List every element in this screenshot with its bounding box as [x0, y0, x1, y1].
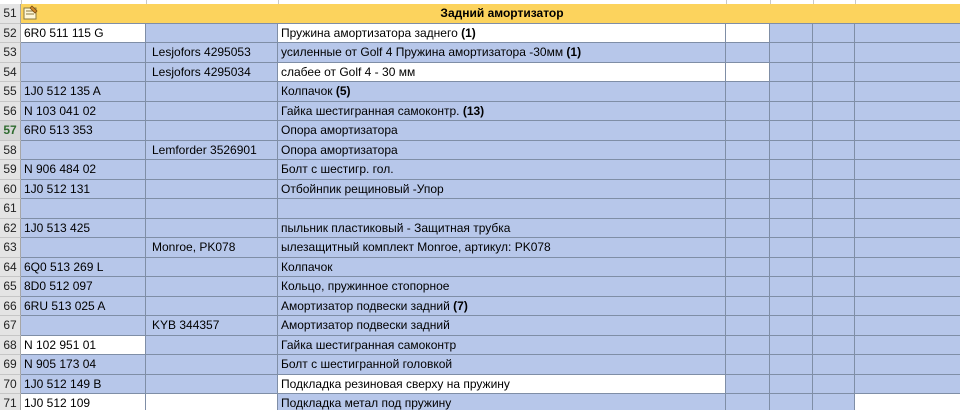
row-header[interactable]: 63 [0, 238, 21, 258]
quantity-badge: (1) [566, 45, 582, 59]
analog-cell[interactable] [146, 199, 278, 219]
analog-cell[interactable] [146, 258, 278, 278]
part-number-text: N 102 951 01 [24, 337, 97, 352]
empty-cell[interactable] [726, 43, 770, 63]
description-cell[interactable] [278, 102, 726, 122]
empty-cell[interactable] [813, 297, 855, 317]
part-number-text: 1J0 512 131 [24, 181, 91, 196]
title-row [0, 4, 960, 24]
analog-cell[interactable] [146, 82, 278, 102]
description-cell[interactable] [278, 43, 726, 63]
empty-cell[interactable] [813, 24, 855, 44]
empty-cell[interactable] [770, 24, 813, 44]
empty-cell[interactable] [813, 160, 855, 180]
empty-cell[interactable] [855, 238, 960, 258]
empty-cell[interactable] [813, 375, 855, 395]
empty-cell[interactable] [770, 219, 813, 239]
empty-cell[interactable] [726, 277, 770, 297]
empty-cell[interactable] [726, 219, 770, 239]
empty-cell[interactable] [770, 355, 813, 375]
row-header[interactable]: 66 [0, 297, 21, 317]
analog-cell[interactable] [146, 141, 278, 161]
empty-cell[interactable] [855, 102, 960, 122]
empty-cell[interactable] [726, 375, 770, 395]
quantity-badge: (13) [462, 103, 485, 118]
analog-text: KYB 344357 [152, 318, 220, 332]
table-row [0, 63, 960, 83]
description-cell[interactable] [278, 238, 726, 258]
description-cell[interactable] [278, 258, 726, 278]
row-header[interactable]: 59 [0, 160, 21, 180]
description-text: усиленные от Golf 4 Пружина амортизатора -30мм [281, 45, 567, 59]
quantity-badge: (5) [335, 84, 351, 98]
analog-cell[interactable] [146, 63, 278, 83]
part-number-text: 6RU 513 025 A [24, 298, 106, 313]
part-number-text: N 103 041 02 [24, 103, 97, 118]
empty-cell[interactable] [813, 199, 855, 219]
part-number-cell[interactable] [21, 297, 146, 317]
part-number-text: 6R0 513 353 [24, 123, 93, 137]
description-cell[interactable] [278, 63, 726, 83]
table-row [0, 82, 960, 102]
empty-cell[interactable] [770, 336, 813, 356]
quantity-badge: (1) [461, 25, 476, 40]
table-row [0, 375, 960, 395]
description-text: Амортизатор подвески задний [281, 318, 450, 332]
description-cell[interactable] [278, 24, 726, 44]
description-cell[interactable] [278, 180, 726, 200]
part-number-cell[interactable] [21, 24, 146, 44]
part-number-text: 6R0 511 115 G [24, 25, 104, 40]
empty-cell[interactable] [726, 24, 770, 44]
empty-cell[interactable] [855, 219, 960, 239]
row-header[interactable]: 68 [0, 336, 21, 356]
empty-cell[interactable] [855, 258, 960, 278]
description-text: Опора амортизатора [281, 142, 398, 157]
description-cell[interactable] [278, 336, 726, 356]
empty-cell[interactable] [770, 102, 813, 122]
part-number-cell[interactable] [21, 375, 146, 395]
row-header[interactable]: 65 [0, 277, 21, 297]
part-number-cell[interactable] [21, 63, 146, 83]
analog-cell[interactable] [146, 24, 278, 44]
description-text: Подкладка резиновая сверху на пружину [281, 376, 510, 391]
empty-cell[interactable] [855, 63, 960, 83]
analog-cell[interactable] [146, 160, 278, 180]
empty-cell[interactable] [855, 160, 960, 180]
empty-cell[interactable] [770, 160, 813, 180]
empty-cell[interactable] [726, 63, 770, 83]
analog-text: Lesjofors 4295053 [152, 45, 251, 59]
empty-cell[interactable] [726, 336, 770, 356]
row-header[interactable]: 53 [0, 43, 21, 63]
empty-cell[interactable] [855, 277, 960, 297]
analog-cell[interactable] [146, 355, 278, 375]
description-text: Опора амортизатора [281, 123, 398, 137]
description-text: Гайка шестигранная самоконтр [281, 337, 457, 352]
description-cell[interactable] [278, 160, 726, 180]
part-number-text: 8D0 512 097 [24, 279, 93, 293]
empty-cell[interactable] [770, 141, 813, 161]
part-number-cell[interactable] [21, 102, 146, 122]
table-row [0, 180, 960, 200]
empty-cell[interactable] [813, 238, 855, 258]
table-row [0, 355, 960, 375]
table-row [0, 24, 960, 44]
description-cell[interactable] [278, 121, 726, 141]
empty-cell[interactable] [770, 238, 813, 258]
row-header[interactable]: 54 [0, 63, 21, 83]
table-row [0, 277, 960, 297]
spreadsheet-note-icon [22, 5, 39, 21]
empty-cell[interactable] [770, 180, 813, 200]
empty-cell[interactable] [726, 297, 770, 317]
part-number-text: 6Q0 513 269 L [24, 259, 104, 274]
empty-cell[interactable] [726, 82, 770, 102]
part-number-cell[interactable] [21, 141, 146, 161]
analog-cell[interactable] [146, 297, 278, 317]
analog-text: Monroe, PK078 [152, 240, 236, 254]
empty-cell[interactable] [855, 24, 960, 44]
empty-cell[interactable] [855, 336, 960, 356]
part-number-cell[interactable] [21, 336, 146, 356]
empty-cell[interactable] [813, 63, 855, 83]
part-number-cell[interactable] [21, 238, 146, 258]
empty-cell[interactable] [726, 258, 770, 278]
row-header[interactable]: 70 [0, 375, 21, 395]
part-number-cell[interactable] [21, 121, 146, 141]
description-cell[interactable] [278, 297, 726, 317]
row-header[interactable]: 52 [0, 24, 21, 44]
table-row [0, 160, 960, 180]
empty-cell[interactable] [813, 336, 855, 356]
sheet-title: Задний амортизатор [440, 6, 564, 20]
description-text: Отбойнпик рещиновый -Упор [281, 181, 444, 196]
quantity-badge: (7) [453, 298, 468, 313]
empty-cell[interactable] [770, 43, 813, 63]
table-row [0, 102, 960, 122]
row-header[interactable]: 57 [0, 121, 21, 141]
row-header[interactable]: 67 [0, 316, 21, 336]
empty-cell[interactable] [855, 199, 960, 219]
part-number-text: 1J0 513 425 [24, 220, 91, 235]
empty-cell[interactable] [770, 199, 813, 219]
description-text: слабее от Golf 4 - 30 мм [281, 64, 416, 79]
analog-text: Lemforder 3526901 [152, 142, 257, 157]
part-number-text: 1J0 512 149 B [24, 376, 102, 391]
empty-cell[interactable] [855, 180, 960, 200]
analog-cell[interactable] [146, 336, 278, 356]
row-header[interactable]: 58 [0, 141, 21, 161]
analog-cell[interactable] [146, 121, 278, 141]
part-number-cell[interactable] [21, 355, 146, 375]
empty-cell[interactable] [813, 102, 855, 122]
row-header[interactable]: 55 [0, 82, 21, 102]
part-number-cell[interactable] [21, 82, 146, 102]
sheet-bottom-edge [0, 410, 960, 415]
empty-cell[interactable] [855, 43, 960, 63]
empty-cell[interactable] [813, 258, 855, 278]
empty-cell[interactable] [813, 121, 855, 141]
row-header[interactable]: 62 [0, 219, 21, 239]
part-number-cell[interactable] [21, 277, 146, 297]
empty-cell[interactable] [813, 82, 855, 102]
table-row [0, 238, 960, 258]
description-text: Амортизатор подвески задний [281, 298, 454, 313]
empty-cell[interactable] [770, 82, 813, 102]
empty-cell[interactable] [813, 219, 855, 239]
table-row [0, 219, 960, 239]
table-row [0, 297, 960, 317]
part-number-cell[interactable] [21, 180, 146, 200]
table-row [0, 121, 960, 141]
description-text: Колпачок [281, 259, 333, 274]
part-number-text: 1J0 512 135 A [24, 84, 101, 98]
empty-cell[interactable] [855, 297, 960, 317]
analog-cell[interactable] [146, 219, 278, 239]
empty-cell[interactable] [855, 355, 960, 375]
description-text: пыльник пластиковый - Защитная трубка [281, 220, 511, 235]
description-text: Подкладка метал под пружину [281, 396, 452, 410]
empty-cell[interactable] [726, 160, 770, 180]
empty-cell[interactable] [770, 121, 813, 141]
empty-cell[interactable] [813, 355, 855, 375]
empty-cell[interactable] [813, 141, 855, 161]
description-text: Колпачок [281, 84, 336, 98]
part-number-cell[interactable] [21, 258, 146, 278]
empty-cell[interactable] [726, 238, 770, 258]
description-cell[interactable] [278, 316, 726, 336]
part-number-cell[interactable] [21, 43, 146, 63]
empty-cell[interactable] [726, 316, 770, 336]
description-cell[interactable] [278, 82, 726, 102]
row-header[interactable]: 64 [0, 258, 21, 278]
row-header[interactable]: 56 [0, 102, 21, 122]
empty-cell[interactable] [813, 277, 855, 297]
part-number-text: N 905 173 04 [24, 357, 97, 371]
empty-cell[interactable] [855, 82, 960, 102]
description-text: Болт с шестигранной головкой [281, 357, 453, 371]
description-cell[interactable] [278, 219, 726, 239]
part-number-cell[interactable] [21, 199, 146, 219]
analog-cell[interactable] [146, 277, 278, 297]
empty-cell[interactable] [855, 316, 960, 336]
description-cell[interactable] [278, 355, 726, 375]
analog-cell[interactable] [146, 375, 278, 395]
description-text: Пружина амортизатора заднего [281, 25, 462, 40]
row-header[interactable]: 71 [0, 394, 21, 414]
table-row [0, 43, 960, 63]
empty-cell[interactable] [770, 297, 813, 317]
empty-cell[interactable] [726, 102, 770, 122]
description-text: Кольцо, пружинное стопорное [281, 279, 450, 293]
empty-cell[interactable] [726, 180, 770, 200]
analog-cell[interactable] [146, 102, 278, 122]
description-cell[interactable] [278, 375, 726, 395]
table-row [0, 141, 960, 161]
empty-cell[interactable] [770, 258, 813, 278]
row-header[interactable]: 60 [0, 180, 21, 200]
empty-cell[interactable] [855, 121, 960, 141]
table-row [0, 199, 960, 219]
row-header[interactable]: 69 [0, 355, 21, 375]
analog-cell[interactable] [146, 43, 278, 63]
empty-cell[interactable] [813, 316, 855, 336]
analog-cell[interactable] [146, 316, 278, 336]
part-number-cell[interactable] [21, 219, 146, 239]
description-text: Гайка шестигранная самоконтр. [281, 103, 463, 118]
empty-cell[interactable] [855, 141, 960, 161]
analog-text: Lesjofors 4295034 [152, 64, 251, 79]
description-cell[interactable] [278, 141, 726, 161]
empty-cell[interactable] [813, 180, 855, 200]
table-row [0, 258, 960, 278]
empty-cell[interactable] [813, 43, 855, 63]
part-number-cell[interactable] [21, 316, 146, 336]
empty-cell[interactable] [855, 375, 960, 395]
description-text: ылезащитный комплект Monroe, артикул: PK078 [281, 240, 551, 254]
description-text: Болт с шестигр. гол. [281, 162, 394, 176]
table-row [0, 336, 960, 356]
empty-cell[interactable] [726, 355, 770, 375]
analog-cell[interactable] [146, 180, 278, 200]
empty-cell[interactable] [726, 199, 770, 219]
description-cell[interactable] [278, 277, 726, 297]
empty-cell[interactable] [770, 63, 813, 83]
analog-cell[interactable] [146, 238, 278, 258]
part-number-cell[interactable] [21, 160, 146, 180]
part-number-text: 1J0 512 109 [24, 396, 91, 410]
empty-cell[interactable] [726, 141, 770, 161]
row-header[interactable]: 51 [0, 4, 21, 24]
empty-cell[interactable] [770, 277, 813, 297]
empty-cell[interactable] [770, 375, 813, 395]
table-row [0, 316, 960, 336]
row-header[interactable]: 61 [0, 199, 21, 219]
empty-cell[interactable] [726, 121, 770, 141]
description-cell[interactable] [278, 199, 726, 219]
empty-cell[interactable] [770, 316, 813, 336]
part-number-text: N 906 484 02 [24, 162, 97, 176]
